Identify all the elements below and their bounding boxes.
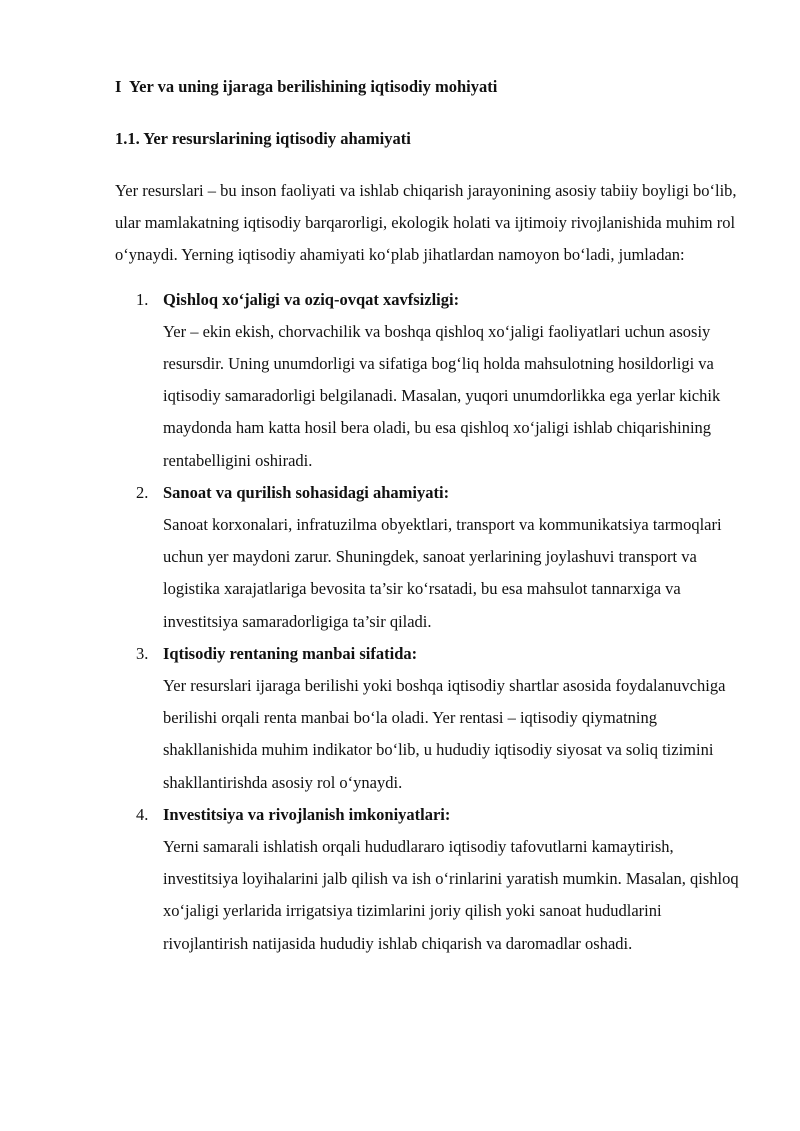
subsection-heading: 1.1. Yer resurslarining iqtisodiy ahamiyati — [115, 129, 411, 148]
list-item-title: Qishloq xo‘jaligi va oziq-ovqat xavfsizligi: — [163, 289, 460, 309]
list-item-title: Sanoat va qurilish sohasidagi ahamiyati: — [163, 482, 450, 502]
list-item — [115, 799, 745, 960]
intro-paragraph: Yer resurslari – bu inson faoliyati va ishlab chiqarish jarayonining asosiy tabiiy boyligi bo‘lib, ular mamlakatning iqtisodiy barqarorligi, ekologik holati va ijtimoiy rivojlanishida muhim rol o‘ynaydi. Yerning iqtisodiy ahamiyati ko‘plab jihatlardan namoyon bo‘ladi, jumladan: — [115, 181, 737, 265]
list-item-title: Investitsiya va rivojlanish imkoniyatlari: — [163, 804, 451, 824]
document-page — [115, 74, 745, 960]
section-heading: I Yer va uning ijaraga berilishining iqtisodiy mohiyati — [115, 77, 498, 96]
numbered-list — [115, 284, 745, 960]
list-item — [115, 477, 745, 638]
list-item-body: Sanoat korxonalari, infratuzilma obyektlari, transport va kommunikatsiya tarmoqlari uchun yer maydoni zarur. Shuningdek, sanoat yerlarining joylashuvi transport va logistika xarajatlariga bevosita ta’sir ko‘rsatadi, bu esa mahsulot tannarxiga va investitsiya samaradorligiga ta’sir qiladi. — [163, 515, 722, 631]
list-item — [115, 284, 745, 477]
list-item-number: 3. — [136, 643, 149, 663]
list-item-number: 4. — [136, 804, 149, 824]
list-item-number: 2. — [136, 482, 149, 502]
list-item-body: Yer – ekin ekish, chorvachilik va boshqa qishloq xo‘jaligi faoliyatlari uchun asosiy resursdir. Uning unumdorligi va sifatiga bog‘liq holda mahsulotning hosildorligi va iqtisodiy samaradorligi belgilanadi. Masalan, yuqori unumdorlikka ega yerlar kichik maydonda ham katta hosil bera oladi, bu esa qishloq xo‘jaligi ishlab chiqarishining rentabelligini oshiradi. — [163, 321, 721, 470]
list-item-number: 1. — [136, 289, 149, 309]
list-item-title: Iqtisodiy rentaning manbai sifatida: — [163, 643, 418, 663]
list-item-body: Yerni samarali ishlatish orqali hududlararo iqtisodiy tafovutlarni kamaytirish, investitsiya loyihalarini jalb qilish va ish o‘rinlarini yaratish mumkin. Masalan, qishloq xo‘jaligi yerlarida irrigatsiya tizimlarini joriy qilish yoki sanoat hududlarini rivojlantirish natijasida hududiy ishlab chiqarish va daromadlar oshadi. — [163, 837, 739, 953]
list-item — [115, 638, 745, 799]
list-item-body: Yer resurslari ijaraga berilishi yoki boshqa iqtisodiy shartlar asosida foydalanuvchiga berilishi orqali renta manbai bo‘la oladi. Yer rentasi – iqtisodiy qiymatning shakllanishida muhim indikator bo‘lib, u hududiy iqtisodiy siyosat va soliq tizimini shakllantirishda asosiy rol o‘ynaydi. — [163, 676, 726, 792]
